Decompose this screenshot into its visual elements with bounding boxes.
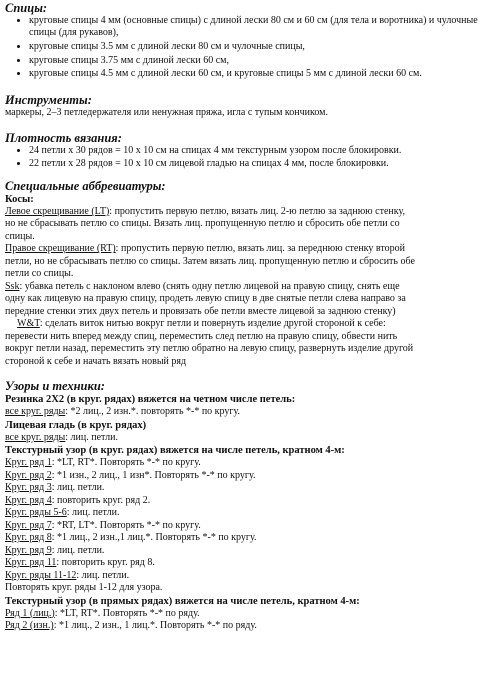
row-instruction: : *LT, RT*. Повторять *-* по кругу. [51, 457, 201, 469]
list-item: • круговые спицы 4 мм (основные спицы) с длиной лески 80 см и 60 см (для тела и воротника) и чулочные спицы (для рукавов), [29, 15, 485, 39]
gauge-list [5, 145, 485, 171]
row-instruction: : *LT, RT*. Повторять *-* по ряду. [54, 607, 200, 619]
texture-flat-rows [5, 608, 485, 632]
pattern-row [5, 545, 485, 557]
row-label: Ряд 2 (изн.) [5, 620, 54, 632]
texture-flat-title: Текстурный узор (в прямых рядах) вяжется на числе петель, кратном 4-м: [5, 595, 360, 607]
lt-definition-line: спицы. [5, 230, 35, 242]
row-label: Круг. ряд 9 [5, 544, 52, 556]
tools-heading: Инструменты: [5, 93, 92, 108]
row-label: Круг. ряд 11 [5, 557, 57, 569]
repeat-note: Повторять круг. ряды 1-12 для узора. [5, 582, 163, 594]
rt-definition-line: петли, но не сбрасывать петлю со спицы. Затем вязать лиц. пропущенную петлю и сбросить обе [5, 255, 415, 267]
pattern-row [5, 482, 485, 494]
rib-row: все круг. ряды: *2 лиц., 2 изн.*. повторять *-* по кругу. [5, 406, 241, 418]
row-instruction: : повторить круг. ряд 8. [56, 557, 155, 569]
lt-definition: Левое скрещивание (LT): пропустить первую петлю, вязать лиц. 2-ю петлю за заднюю стенку, [5, 205, 405, 217]
patterns-heading: Узоры и техники: [5, 379, 105, 394]
row-instruction: : лиц. петли. [51, 544, 105, 556]
tools-text: маркеры, 2–3 петледержателя или ненужная пряжа, игла с тупым кончиком. [5, 107, 329, 119]
gauge-heading: Плотность вязания: [5, 130, 122, 145]
row-instruction: : повторить круг. ряд 2. [51, 494, 151, 506]
ssk-term: Ssk [5, 280, 20, 292]
ssk-definition: Ssk: убавка петель с наклоном влево (снять одну петлю лицевой на правую спицу, снять еще [5, 280, 400, 292]
texture-round-title: Текстурный узор (в круг. рядах) вяжется на числе петель, кратном 4-м: [5, 445, 345, 457]
texture-round-rows [5, 457, 485, 581]
pattern-row [5, 507, 485, 519]
wt-definition-line: вокруг петли назад, переместить эту петлю обратно на левую спицу, развернуть изделие другой [5, 343, 414, 355]
pattern-row [5, 495, 485, 507]
wt-definition: W&T: сделать виток нитью вокруг петли и повернуть изделие другой стороной к себе: [17, 318, 386, 330]
row-label: Круг. ряды 11-12 [5, 569, 77, 581]
pattern-row [5, 520, 485, 532]
wt-definition-line: перевести нить вперед между спиц, переместить след петлю на правую спицу, обвести нить [5, 330, 398, 342]
stockinette-row: все круг. ряды: лиц. петли. [5, 431, 119, 443]
lt-definition-line: но не сбрасывать петлю со спицы. Вязать лиц. пропущенную петлю и сбросить обе петли со [5, 218, 400, 230]
document-page [5, 0, 485, 633]
pattern-row [5, 532, 485, 544]
ssk-definition-line: передние стенки этих двух петель и провязать обе петли вместе лицевой за заднюю стенку) [5, 305, 396, 317]
needles-section [5, 1, 485, 81]
lt-term: Левое скрещивание (LT) [5, 205, 110, 217]
list-item: • круговые спицы 4.5 мм с длиной лески 60 см, и круговые спицы 5 мм с длиной лески 60 см. [29, 68, 485, 80]
rib-label: все круг. ряды [5, 406, 66, 418]
row-label: Круг. ряд 2 [5, 469, 52, 481]
row-label: Круг. ряд 1 [5, 457, 52, 469]
row-instruction: : лиц. петли. [51, 482, 105, 494]
row-instruction: : *1 изн., 2 лиц., 1 изн*. Повторять *-* по кругу. [51, 469, 256, 481]
row-instruction: : *1 лиц., 2 изн.,1 лиц.*. Повторять *-* по кругу. [51, 532, 257, 544]
tools-section [5, 93, 485, 120]
row-instruction: : лиц. петли. [76, 569, 130, 581]
needles-list [5, 15, 485, 81]
gauge-section [5, 131, 485, 171]
list-item: • круговые спицы 3.5 мм с длиной лески 80 см и чулочные спицы, [29, 41, 485, 53]
stockinette-title: Лицевая гладь (в круг. рядах) [5, 419, 147, 431]
needles-heading: Спицы: [5, 1, 48, 15]
pattern-row [5, 570, 485, 582]
list-item: • круговые спицы 3.75 мм с длиной лески 60 см, [29, 55, 485, 67]
rt-term: Правое скрещивание (RT) [5, 243, 116, 255]
pattern-row [5, 557, 485, 569]
stockinette-label: все круг. ряды [5, 431, 66, 443]
row-label: Круг. ряд 8 [5, 532, 52, 544]
row-instruction: : *RT, LT*. Повторять *-* по кругу. [51, 519, 201, 531]
pattern-row [5, 470, 485, 482]
row-label: Ряд 1 (лиц.) [5, 607, 55, 619]
row-label: Круг. ряды 5-6 [5, 507, 67, 519]
row-label: Круг. ряд 4 [5, 494, 52, 506]
abbreviations-section [5, 179, 485, 369]
list-item: • 22 петли x 28 рядов = 10 x 10 см лицевой гладью на спицах 4 мм, после блокировки. [29, 158, 485, 170]
row-instruction: : лиц. петли. [66, 507, 120, 519]
wt-term: W&T [17, 318, 40, 330]
row-label: Круг. ряд 3 [5, 482, 52, 494]
patterns-section [5, 379, 485, 632]
rt-definition-line: петли со спицы. [5, 268, 74, 280]
abbreviations-heading: Специальные аббревиатуры: [5, 178, 166, 193]
rib-title: Резинка 2Х2 (в круг. рядах) вяжется на четном числе петель: [5, 394, 296, 406]
row-label: Круг. ряд 7 [5, 519, 52, 531]
pattern-row [5, 457, 485, 469]
pattern-row [5, 608, 485, 620]
cables-subheading: Косы: [5, 193, 34, 205]
wt-definition-line: стороной к себе и начать вязать новый ряд [5, 355, 187, 367]
pattern-row [5, 620, 485, 632]
list-item: • 24 петли x 30 рядов = 10 x 10 см на спицах 4 мм текстурным узором после блокировки. [29, 145, 485, 157]
rt-definition: Правое скрещивание (RT): пропустить первую петлю, вязать лиц. за переднюю стенку второй [5, 243, 405, 255]
row-instruction: : *1 лиц., 2 изн., 1 лиц.*. Повторять *-* по ряду. [53, 620, 257, 632]
ssk-definition-line: одну как лицевую на правую спицу, продеть левую спицу в две снятые петли слева направо за [5, 293, 406, 305]
